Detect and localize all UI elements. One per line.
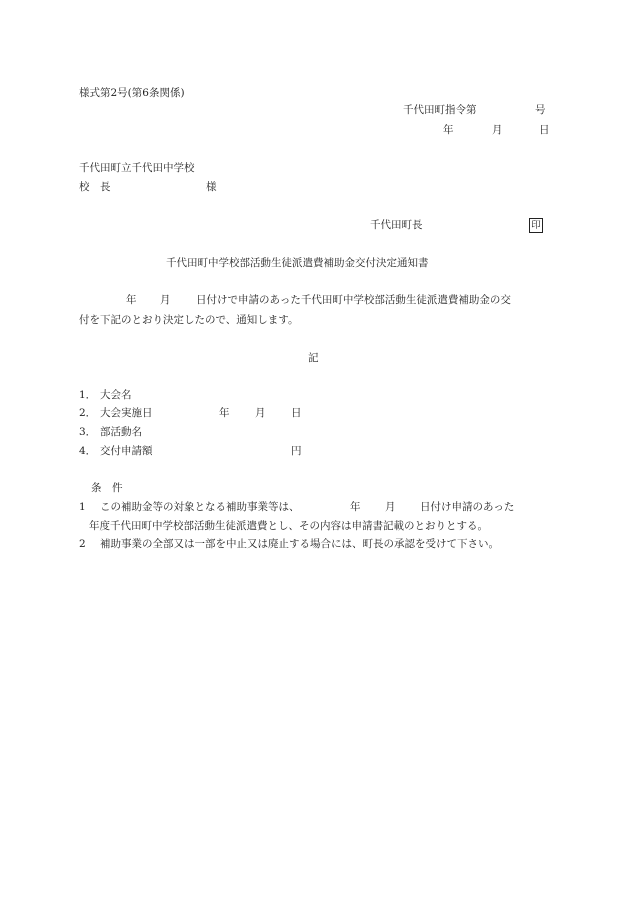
intro-line1: 日付けで申請のあった千代田町中学校部活動生徒派遣費補助金の交 <box>196 294 511 306</box>
condition-1-month: 月 <box>385 501 396 513</box>
item-1-num: 1． <box>79 389 97 401</box>
form-label: 様式第2号(第6条関係) <box>79 87 185 99</box>
item-3-label: 部活動名 <box>100 426 142 438</box>
seal-icon: 印 <box>529 218 543 233</box>
issuer-seal <box>529 218 543 233</box>
condition-1-line2: 年度千代田町中学校部活動生徒派遣費とし、その内容は申請書記載のとおりとする。 <box>89 520 488 532</box>
recipient-school: 千代田町立千代田中学校 <box>79 162 195 174</box>
doc-number-prefix: 千代田町指令第 <box>403 104 477 116</box>
conditions-heading: 条 件 <box>91 482 123 494</box>
item-4-label: 交付申請額 <box>100 445 153 457</box>
item-4-unit: 円 <box>291 445 302 457</box>
issuer-name: 千代田町長 <box>370 219 423 231</box>
condition-1-year: 年 <box>350 501 361 513</box>
item-2-day: 日 <box>291 407 302 419</box>
item-1-label: 大会名 <box>100 389 132 401</box>
condition-2-num: 2 <box>79 538 86 550</box>
item-2-year: 年 <box>219 407 230 419</box>
item-4-num: 4． <box>79 445 97 457</box>
recipient-honorific: 様 <box>206 181 217 193</box>
condition-2-text: 補助事業の全部又は一部を中止又は廃止する場合には、町長の承認を受けて下さい。 <box>100 538 499 550</box>
condition-1-line1: この補助金等の対象となる補助事業等は、 <box>100 501 300 513</box>
recipient-title: 校 長 <box>79 181 111 193</box>
date-year: 年 <box>443 124 454 136</box>
date-month: 月 <box>492 124 503 136</box>
item-2-month: 月 <box>255 407 266 419</box>
condition-1-num: 1 <box>79 501 86 513</box>
item-2-label: 大会実施日 <box>100 407 153 419</box>
intro-month: 月 <box>160 294 171 306</box>
item-2-num: 2． <box>79 407 97 419</box>
item-3-num: 3． <box>79 426 97 438</box>
intro-line2: 付を下記のとおり決定したので、通知します。 <box>79 314 299 326</box>
intro-year: 年 <box>126 294 137 306</box>
document-title: 千代田町中学校部活動生徒派遣費補助金交付決定通知書 <box>166 257 429 269</box>
condition-1-line1-tail: 日付け申請のあった <box>420 501 515 513</box>
doc-number-suffix: 号 <box>535 104 546 116</box>
date-day: 日 <box>539 124 550 136</box>
ki-heading: 記 <box>308 352 319 364</box>
